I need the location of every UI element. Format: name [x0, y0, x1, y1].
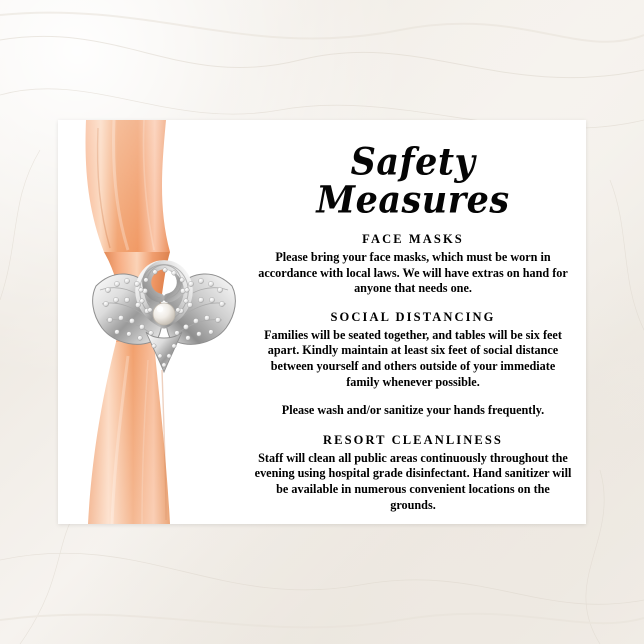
section-resort-cleanliness: [254, 433, 572, 513]
section-heading: FACE MASKS: [362, 232, 464, 246]
diamond-swan-heart-brooch-icon: [84, 228, 244, 378]
section-social-distancing: [254, 310, 572, 390]
section-body: Families will be seated together, and tables will be six feet apart. Kindly maintain at least six feet of social distance between yourself and others outside of your immediate family whenever possible.: [264, 327, 562, 389]
section-body: Please bring your face masks, which must be worn in accordance with local laws. We will have extras on hand for anyone that needs one.: [258, 250, 568, 296]
section-face-masks: [254, 232, 572, 297]
card-content: [254, 136, 572, 512]
section-heading: SOCIAL DISTANCING: [330, 309, 496, 324]
hand-washing-note: Please wash and/or sanitize your hands frequently.: [281, 403, 545, 418]
safety-measures-card: [58, 120, 586, 524]
section-body: Staff will clean all public areas continuously throughout the evening using hospital grade disinfectant. Hand sanitizer will be available in numerous convenient locations on the grounds.: [254, 450, 572, 512]
section-heading: RESORT CLEANLINESS: [323, 432, 503, 447]
page-title: Safety Measures: [316, 139, 510, 223]
